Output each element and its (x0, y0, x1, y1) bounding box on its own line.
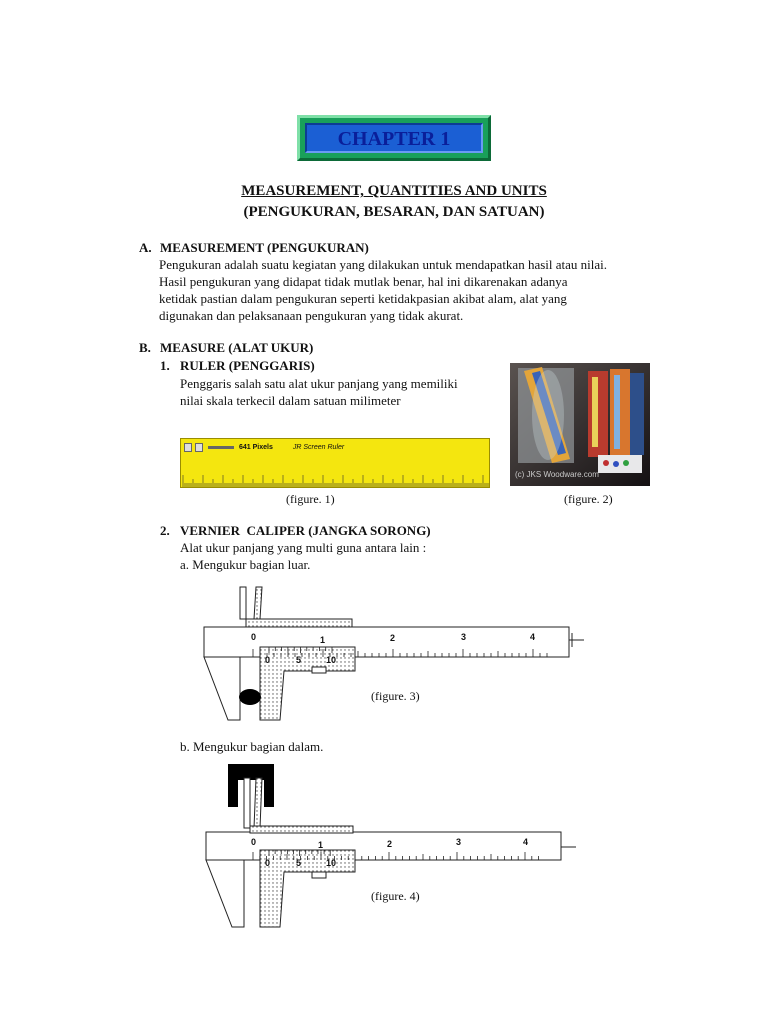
item-2-b-text: b. Mengukur bagian dalam. (180, 739, 324, 754)
item-2-intro: Alat ukur panjang yang multi guna antara lain : (180, 540, 427, 555)
caliper-inner-drawing (200, 762, 590, 934)
screen-ruler-image (180, 438, 490, 488)
item-1-number: 1. (160, 358, 170, 373)
figure-2-caption: (figure. 2) (564, 492, 613, 506)
fig3-vernier-label: 5 (296, 655, 302, 665)
ruler-menu-icon (195, 443, 203, 452)
section-a-letter: A. (139, 240, 152, 255)
chapter-banner (297, 115, 491, 161)
fig3-main-label: 1 (320, 635, 326, 645)
caliper-inner-figure (200, 762, 590, 934)
fig4-vernier-label: 0 (265, 858, 271, 868)
ruler-toolbar (181, 439, 489, 456)
ruler-scale (181, 456, 489, 487)
page-title: MEASUREMENT, QUANTITIES AND UNITS (241, 183, 547, 199)
figure-3-caption: (figure. 3) (371, 689, 420, 703)
section-a-line: Hasil pengukuran yang didapat tidak mutlak benar, hal ini dikarenakan adanya (159, 274, 568, 289)
photo-watermark: (c) JKS Woodware.com (515, 470, 599, 479)
fig4-main-label: 1 (318, 840, 324, 850)
item-1-line: nilai skala terkecil dalam satuan milimeter (180, 393, 401, 408)
fig3-main-label: 0 (251, 632, 257, 642)
section-b-letter: B. (139, 340, 151, 355)
fig3-main-label: 4 (530, 632, 536, 642)
fig3-main-label: 3 (461, 632, 467, 642)
section-a-line: digunakan dan pelaksanaan pengukuran yang tidak akurat. (159, 308, 464, 323)
fig4-main-label: 3 (456, 837, 462, 847)
fig3-main-label: 2 (390, 633, 396, 643)
section-b-heading: MEASURE (ALAT UKUR) (160, 340, 314, 355)
fig4-vernier-label: 10 (326, 858, 337, 868)
item-2-a-text: a. Mengukur bagian luar. (180, 557, 311, 572)
fig4-main-label: 4 (523, 837, 529, 847)
figure-1-caption: (figure. 1) (286, 492, 335, 506)
item-1-line: Penggaris salah satu alat ukur panjang yang memiliki (180, 376, 458, 391)
fig3-vernier-label: 0 (265, 655, 271, 665)
fig3-vernier-label: 10 (326, 655, 337, 665)
rulers-photo (510, 363, 650, 486)
ruler-slider (208, 446, 234, 449)
section-a-line: Pengukuran adalah suatu kegiatan yang dilakukan untuk mendapatkan hasil atau nilai. (159, 257, 608, 272)
section-a-heading: MEASUREMENT (PENGUKURAN) (160, 240, 369, 255)
page-subtitle: (PENGUKURAN, BESARAN, DAN SATUAN) (243, 204, 545, 220)
ruler-app-name: JR Screen Ruler (292, 444, 345, 451)
ruler-close-icon (184, 443, 192, 452)
section-a-line: ketidak pastian dalam pengukuran seperti ketidakpasian akibat alam, alat yang (159, 291, 567, 306)
figure-4-caption: (figure. 4) (371, 889, 420, 903)
fig4-main-label: 2 (387, 839, 393, 849)
item-2-number: 2. (160, 523, 170, 538)
item-1-heading: RULER (PENGGARIS) (180, 358, 315, 373)
ruler-pixel-readout: 641 Pixels (239, 444, 273, 451)
chapter-label: CHAPTER 1 (305, 123, 483, 153)
fig4-vernier-label: 5 (296, 858, 302, 868)
fig4-main-label: 0 (251, 837, 257, 847)
item-2-heading: VERNIER CALIPER (JANGKA SORONG) (180, 523, 431, 538)
